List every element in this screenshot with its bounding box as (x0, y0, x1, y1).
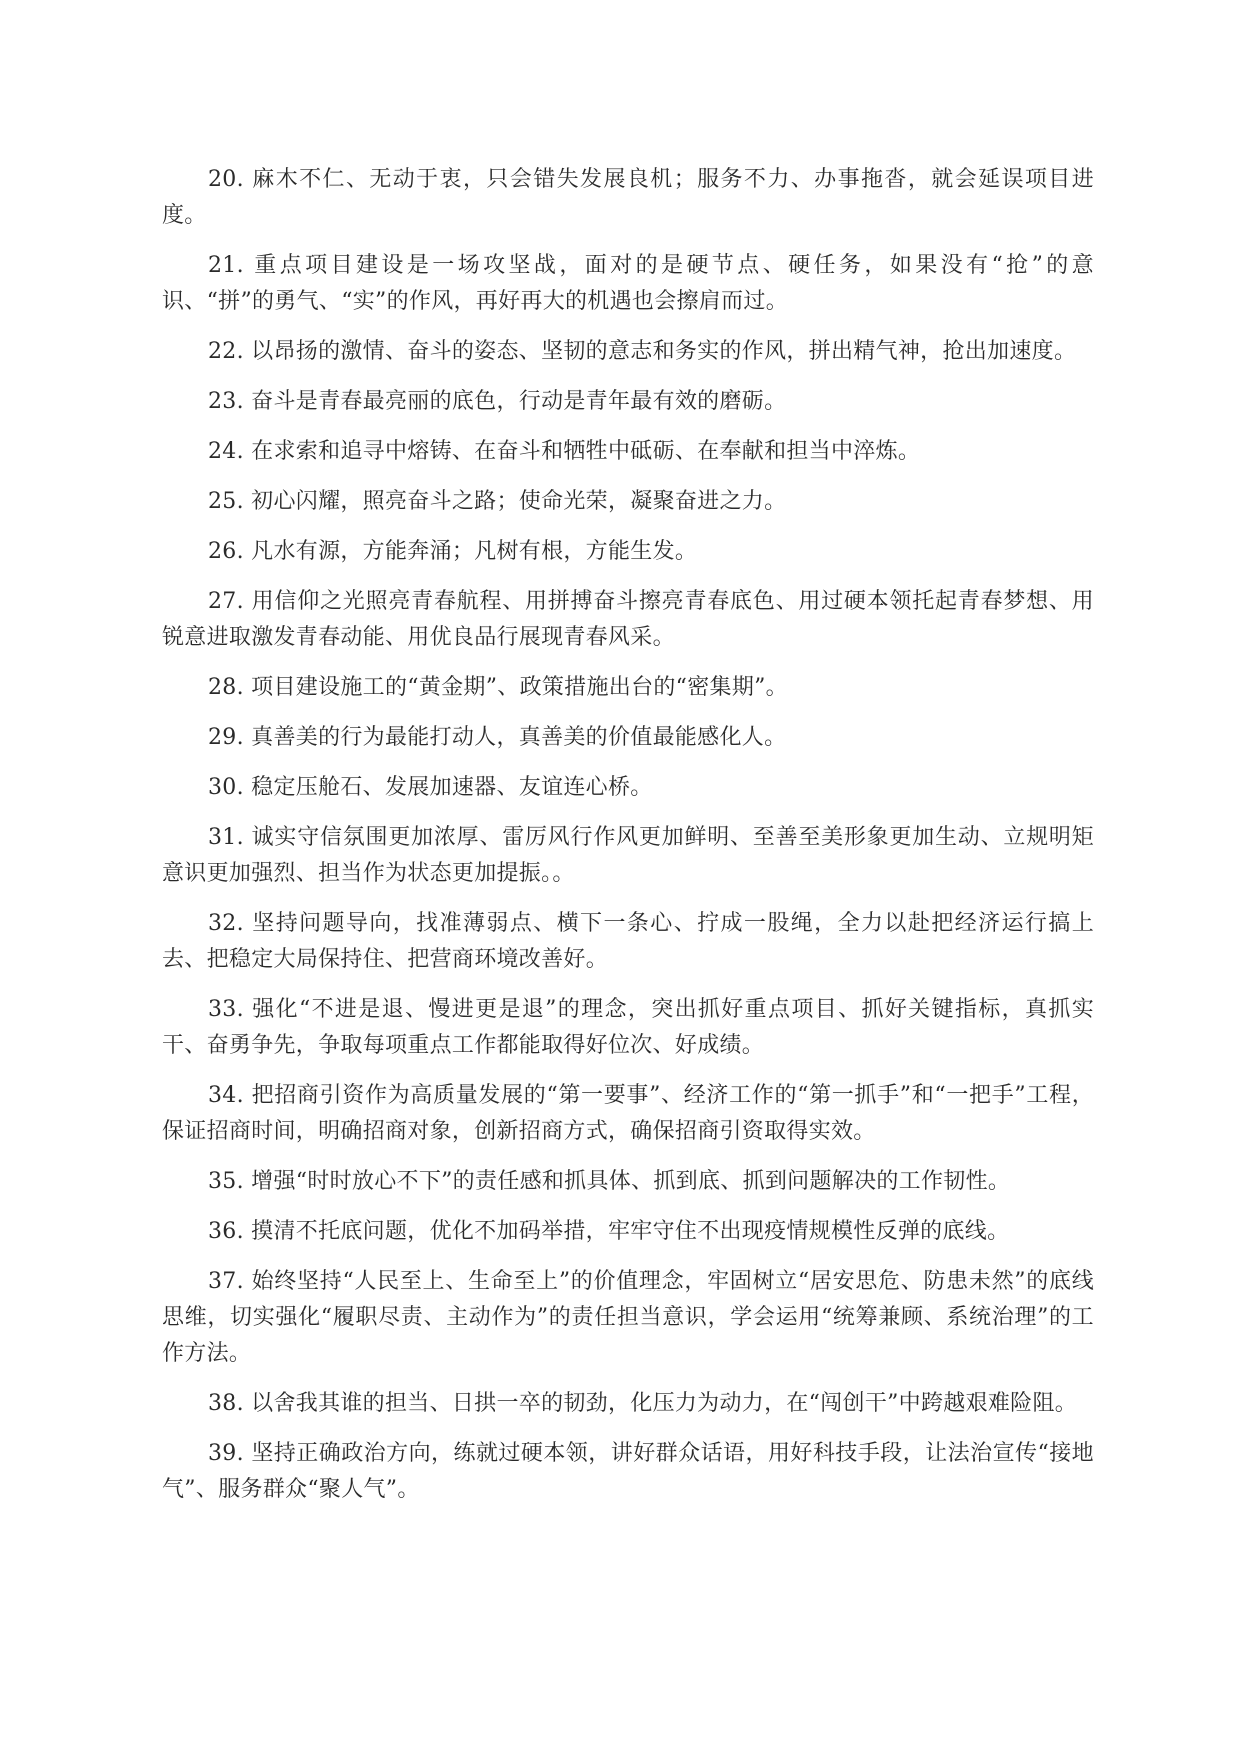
paragraph-28: 28. 项目建设施工的“黄金期”、政策措施出台的“密集期”。 (208, 675, 788, 700)
paragraph-26: 26. 凡水有源，方能奔涌；凡树有根，方能生发。 (208, 539, 698, 564)
paragraph-36: 36. 摸清不托底问题，优化不加码举措，牢牢守住不出现疫情规模性反弹的底线。 (208, 1219, 1010, 1244)
paragraph-35: 35. 增强“时时放心不下”的责任感和抓具体、抓到底、抓到问题解决的工作韧性。 (208, 1169, 1011, 1194)
paragraph-22: 22. 以昂扬的激情、奋斗的姿态、坚韧的意志和务实的作风，拼出精气神，抢出加速度。 (208, 339, 1077, 364)
paragraph-24: 24. 在求索和追寻中熔铸、在奋斗和牺牲中砥砺、在奉献和担当中淬炼。 (208, 439, 921, 464)
paragraph-23: 23. 奋斗是青春最亮丽的底色，行动是青年最有效的磨砺。 (208, 389, 787, 414)
paragraph-39: 39. 坚持正确政治方向，练就过硬本领，讲好群众话语，用好科技手段，让法治宣传“接地气”、服务群众“聚人气”。 (162, 1441, 1094, 1502)
paragraph-20: 20. 麻木不仁、无动于衷，只会错失发展良机；服务不力、办事拖沓，就会延误项目进度。 (162, 167, 1094, 228)
paragraph-30: 30. 稳定压舱石、发展加速器、友谊连心桥。 (208, 775, 653, 800)
document-body (162, 162, 1094, 1522)
paragraph-21: 21. 重点项目建设是一场攻坚战，面对的是硬节点、硬任务，如果没有“抢”的意识、“拼”的勇气、“实”的作风，再好再大的机遇也会擦肩而过。 (162, 253, 1094, 314)
paragraph-29: 29. 真善美的行为最能打动人，真善美的价值最能感化人。 (208, 725, 787, 750)
paragraph-27: 27. 用信仰之光照亮青春航程、用拼搏奋斗擦亮青春底色、用过硬本领托起青春梦想、用锐意进取激发青春动能、用优良品行展现青春风采。 (162, 589, 1094, 650)
paragraph-33: 33. 强化“不进是退、慢进更是退”的理念，突出抓好重点项目、抓好关键指标，真抓实干、奋勇争先，争取每项重点工作都能取得好位次、好成绩。 (162, 997, 1094, 1058)
paragraph-37: 37. 始终坚持“人民至上、生命至上”的价值理念，牢固树立“居安思危、防患未然”的底线思维，切实强化“履职尽责、主动作为”的责任担当意识，学会运用“统筹兼顾、系统治理”的工作方法。 (162, 1269, 1094, 1366)
paragraph-25: 25. 初心闪耀，照亮奋斗之路；使命光荣，凝聚奋进之力。 (208, 489, 787, 514)
paragraph-34: 34. 把招商引资作为高质量发展的“第一要事”、经济工作的“第一抓手”和“一把手”工程，保证招商时间，明确招商对象，创新招商方式，确保招商引资取得实效。 (162, 1083, 1094, 1144)
paragraph-32: 32. 坚持问题导向，找准薄弱点、横下一条心、拧成一股绳，全力以赴把经济运行搞上去、把稳定大局保持住、把营商环境改善好。 (162, 911, 1094, 972)
paragraph-38: 38. 以舍我其谁的担当、日拱一卒的韧劲，化压力为动力，在“闯创干”中跨越艰难险阻。 (208, 1391, 1078, 1416)
paragraph-31: 31. 诚实守信氛围更加浓厚、雷厉风行作风更加鲜明、至善至美形象更加生动、立规明矩意识更加强烈、担当作为状态更加提振。。 (162, 825, 1094, 886)
